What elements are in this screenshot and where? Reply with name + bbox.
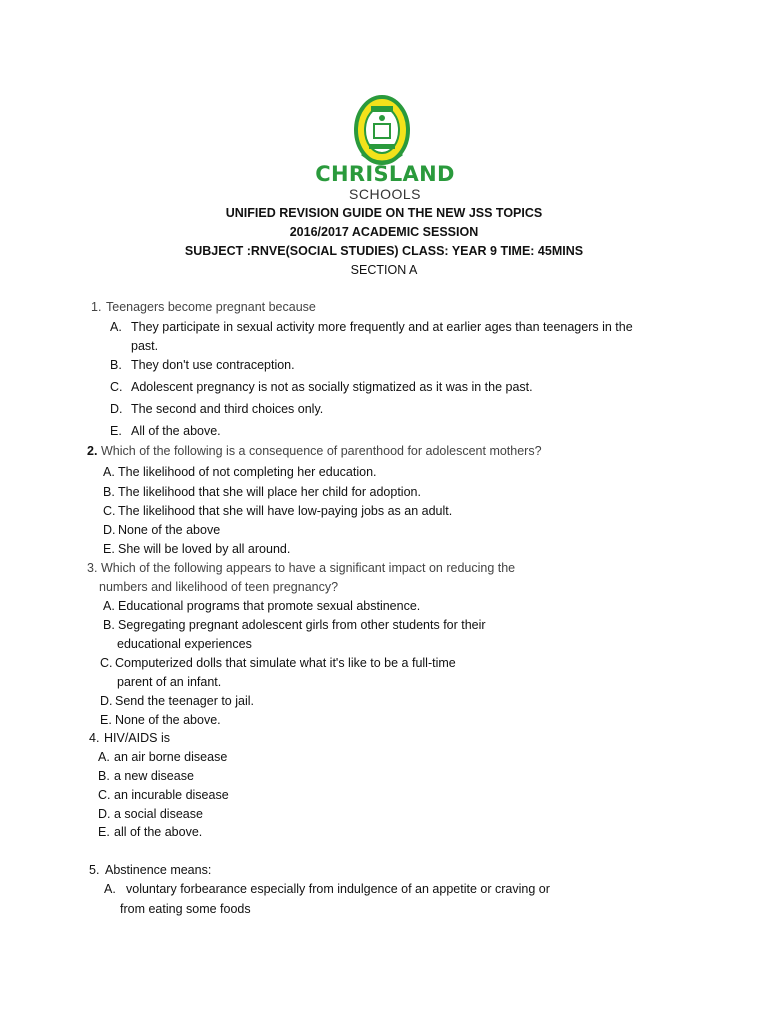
q1-option-d: The second and third choices only. xyxy=(131,402,324,416)
section-heading: SECTION A xyxy=(350,263,418,277)
question-2-text: Which of the following is a consequence of parenthood for adolescent mothers? xyxy=(101,444,542,458)
q3-option-d: Send the teenager to jail. xyxy=(115,694,254,708)
q4-option-c-letter: C. xyxy=(98,788,111,802)
subject-line: SUBJECT :RNVE(SOCIAL STUDIES) CLASS: YEAR 9 TIME: 45MINS xyxy=(184,244,584,258)
q2-option-c: The likelihood that she will have low-paying jobs as an adult. xyxy=(118,504,453,518)
q3-option-e: None of the above. xyxy=(115,713,221,727)
q1-option-a: They participate in sexual activity more frequently and at earlier ages than teenagers in the xyxy=(131,320,633,334)
q4-option-d-letter: D. xyxy=(98,807,111,821)
q4-option-b: a new disease xyxy=(114,769,194,783)
question-3-text-cont: numbers and likelihood of teen pregnancy? xyxy=(99,580,339,594)
q2-option-b: The likelihood that she will place her child for adoption. xyxy=(118,485,421,499)
q3-option-c-cont: parent of an infant. xyxy=(117,675,222,689)
question-1-text: Teenagers become pregnant because xyxy=(106,300,316,314)
logo-subtitle: SCHOOLS xyxy=(349,186,421,202)
q4-option-a-letter: A. xyxy=(98,750,110,764)
q4-option-e-letter: E. xyxy=(98,825,110,839)
q3-option-b-cont: educational experiences xyxy=(117,637,252,651)
q5-option-a-letter: A. xyxy=(104,882,116,896)
q1-option-b-letter: B. xyxy=(110,358,122,372)
q1-option-c-letter: C. xyxy=(110,380,123,394)
question-4-text: HIV/AIDS is xyxy=(104,731,170,745)
q5-option-a-cont: from eating some foods xyxy=(120,902,251,916)
q1-option-d-letter: D. xyxy=(110,402,123,416)
q4-option-a: an air borne disease xyxy=(114,750,228,764)
q3-option-a-letter: A. xyxy=(103,599,115,613)
question-5-text: Abstinence means: xyxy=(105,863,212,877)
q3-option-b: Segregating pregnant adolescent girls from other students for their xyxy=(118,618,486,632)
q3-option-e-letter: E. xyxy=(100,713,112,727)
question-3-text: Which of the following appears to have a significant impact on reducing the xyxy=(101,561,516,575)
q4-option-d: a social disease xyxy=(114,807,203,821)
q1-option-e: All of the above. xyxy=(131,424,221,438)
session-line: 2016/2017 ACADEMIC SESSION xyxy=(289,225,479,239)
logo-wordmark: CHRISLAND xyxy=(315,162,455,186)
q1-option-a-letter: A. xyxy=(110,320,122,334)
q4-option-e: all of the above. xyxy=(114,825,203,839)
q2-option-b-letter: B. xyxy=(103,485,115,499)
q2-option-e-letter: E. xyxy=(103,542,115,556)
q2-option-e: She will be loved by all around. xyxy=(118,542,291,556)
q2-option-d-letter: D. xyxy=(103,523,116,537)
question-3-number: 3. xyxy=(87,561,98,575)
q3-option-d-letter: D. xyxy=(100,694,113,708)
q1-option-b: They don't use contraception. xyxy=(131,358,295,372)
q4-option-c: an incurable disease xyxy=(114,788,229,802)
q2-option-a: The likelihood of not completing her education. xyxy=(118,465,377,479)
q3-option-c-letter: C. xyxy=(100,656,113,670)
document-title: UNIFIED REVISION GUIDE ON THE NEW JSS TOPICS xyxy=(225,206,543,220)
q1-option-e-letter: E. xyxy=(110,424,122,438)
q2-option-a-letter: A. xyxy=(103,465,115,479)
q1-option-a-cont: past. xyxy=(131,339,159,353)
q4-option-b-letter: B. xyxy=(98,769,110,783)
q2-option-c-letter: C. xyxy=(103,504,116,518)
q3-option-c: Computerized dolls that simulate what it's like to be a full-time xyxy=(115,656,456,670)
q1-option-c: Adolescent pregnancy is not as socially stigmatized as it was in the past. xyxy=(131,380,533,394)
q3-option-b-letter: B. xyxy=(103,618,115,632)
question-1-number: 1. xyxy=(91,300,102,314)
q2-option-d: None of the above xyxy=(118,523,221,537)
question-5-number: 5. xyxy=(89,863,100,877)
q5-option-a: voluntary forbearance especially from indulgence of an appetite or craving or xyxy=(126,882,550,896)
question-4-number: 4. xyxy=(89,731,100,745)
question-2-number: 2. xyxy=(87,444,98,458)
q3-option-a: Educational programs that promote sexual abstinence. xyxy=(118,599,421,613)
